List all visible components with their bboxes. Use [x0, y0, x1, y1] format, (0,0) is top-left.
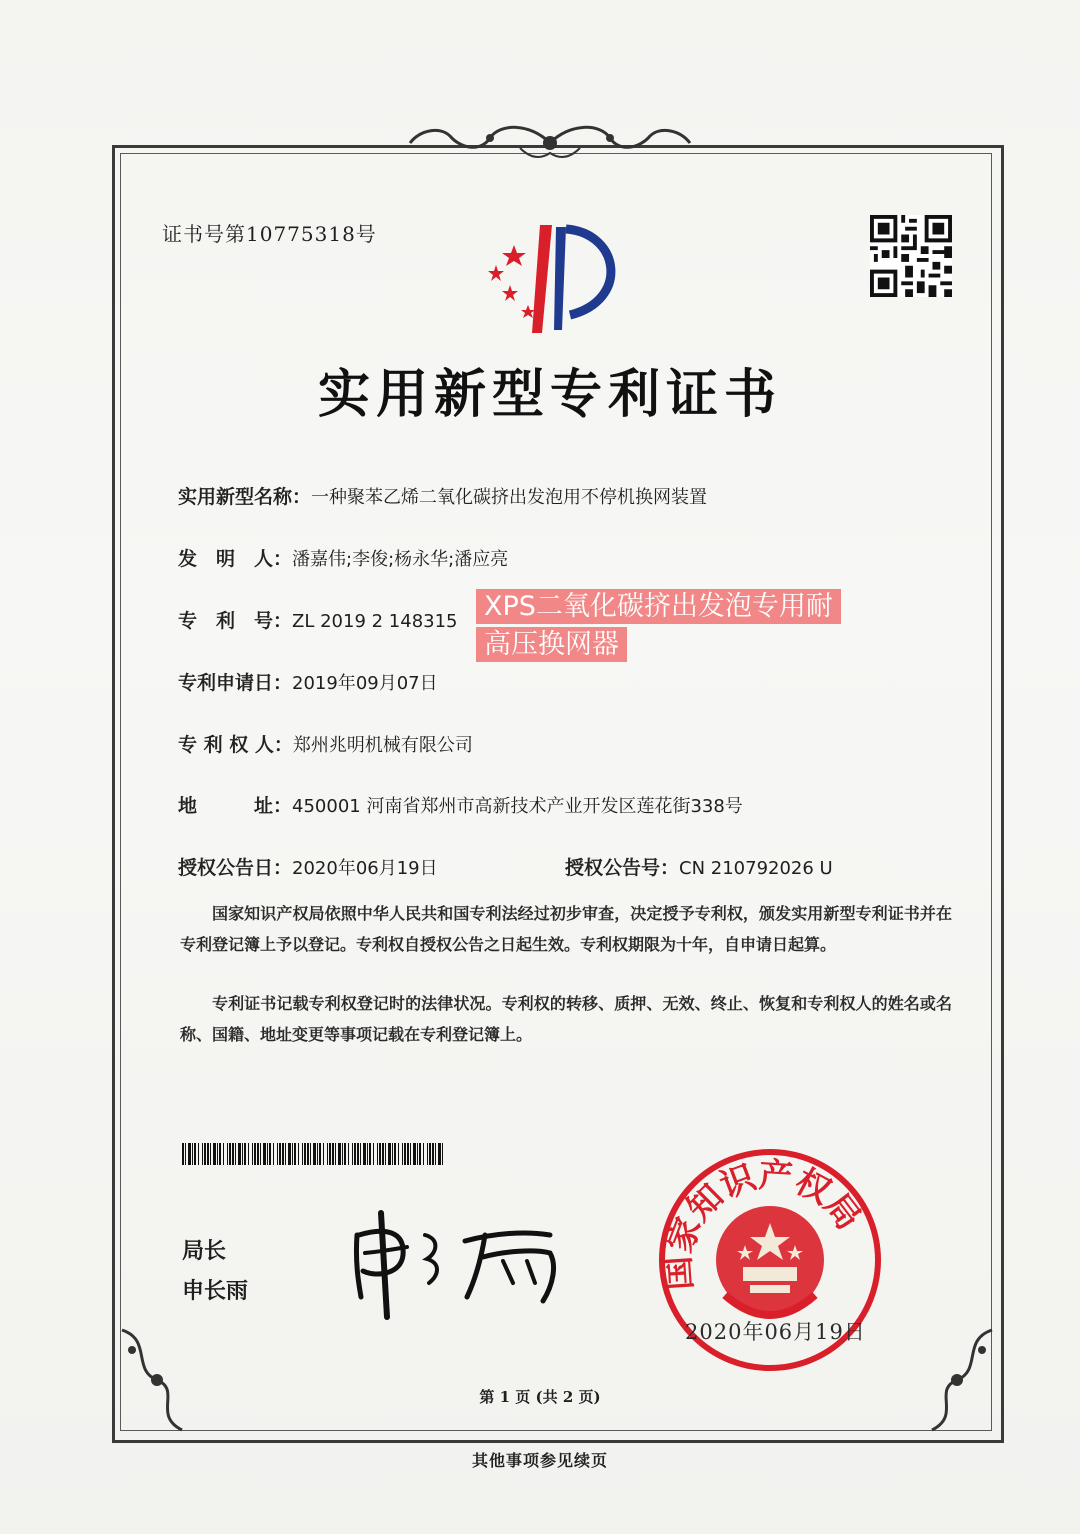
grant-number-row	[565, 853, 833, 880]
patent-number-row	[178, 606, 458, 633]
grant-date-row	[178, 853, 438, 880]
field-label: 地 址：	[178, 795, 293, 817]
patent-office-emblem-icon	[470, 215, 630, 335]
inventor-row	[178, 544, 508, 571]
page-title: 实用新型专利证书	[317, 364, 782, 425]
field-label: 专利申请日：	[178, 672, 293, 694]
field-label: 发 明 人：	[178, 548, 293, 570]
director-signature-icon	[345, 1205, 575, 1325]
body-paragraph-1: 国家知识产权局依照中华人民共和国专利法经过初步审查，决定授予专利权，颁发实用新型专利证书并在专利登记簿上予以登记。专利权自授权公告之日起生效。专利权期限为十年，自申请日起算。	[180, 904, 952, 954]
field-value: 郑州兆明机械有限公司	[292, 735, 473, 756]
bottom-right-ornament-icon	[912, 1320, 1002, 1440]
director-title: 局长	[182, 1239, 227, 1264]
field-label: 实用新型名称：	[178, 486, 312, 508]
footer-note: 其他事项参见续页	[471, 1451, 608, 1470]
top-ornament-icon	[400, 118, 700, 168]
field-value: ZL 2019 2 148315	[292, 611, 458, 632]
address-row	[178, 791, 743, 818]
bottom-left-ornament-icon	[112, 1320, 202, 1440]
overlay-line-2: 高压换网器	[476, 627, 627, 662]
body-paragraph-2: 专利证书记载专利权登记时的法律状况。专利权的转移、质押、无效、终止、恢复和专利权人的姓名或名称、国籍、地址变更等事项记载在专利登记簿上。	[180, 994, 952, 1044]
patent-holder-row	[178, 730, 473, 757]
seal-text: 国家知识产权局	[658, 1155, 869, 1292]
barcode-icon	[182, 1143, 446, 1165]
qr-code-icon	[870, 215, 952, 297]
field-value: 450001 河南省郑州市高新技术产业开发区莲花街338号	[292, 796, 743, 817]
overlay-line-1: XPS二氧化碳挤出发泡专用耐	[476, 589, 841, 624]
utility-model-name-row	[178, 482, 707, 509]
field-label: 专 利 号：	[178, 610, 293, 632]
overlay-annotation	[476, 588, 841, 664]
director-name: 申长雨	[182, 1279, 249, 1304]
field-label: 授权公告号：	[565, 857, 680, 879]
page-number: 第 1 页 (共 2 页)	[479, 1388, 601, 1406]
field-label: 授权公告日：	[178, 857, 293, 879]
field-value: CN 210792026 U	[679, 858, 833, 879]
field-value: 2020年06月19日	[292, 858, 438, 879]
application-date-row	[178, 668, 438, 695]
director-block	[182, 1232, 248, 1312]
field-value: 2019年09月07日	[292, 673, 438, 694]
seal-date: 2020年06月19日	[685, 1320, 866, 1344]
field-value: 潘嘉伟;李俊;杨永华;潘应亮	[292, 549, 509, 570]
certificate-number: 证书号第10775318号	[162, 222, 377, 246]
field-value: 一种聚苯乙烯二氧化碳挤出发泡用不停机换网装置	[311, 487, 708, 508]
field-label: 专 利 权 人：	[178, 734, 293, 756]
